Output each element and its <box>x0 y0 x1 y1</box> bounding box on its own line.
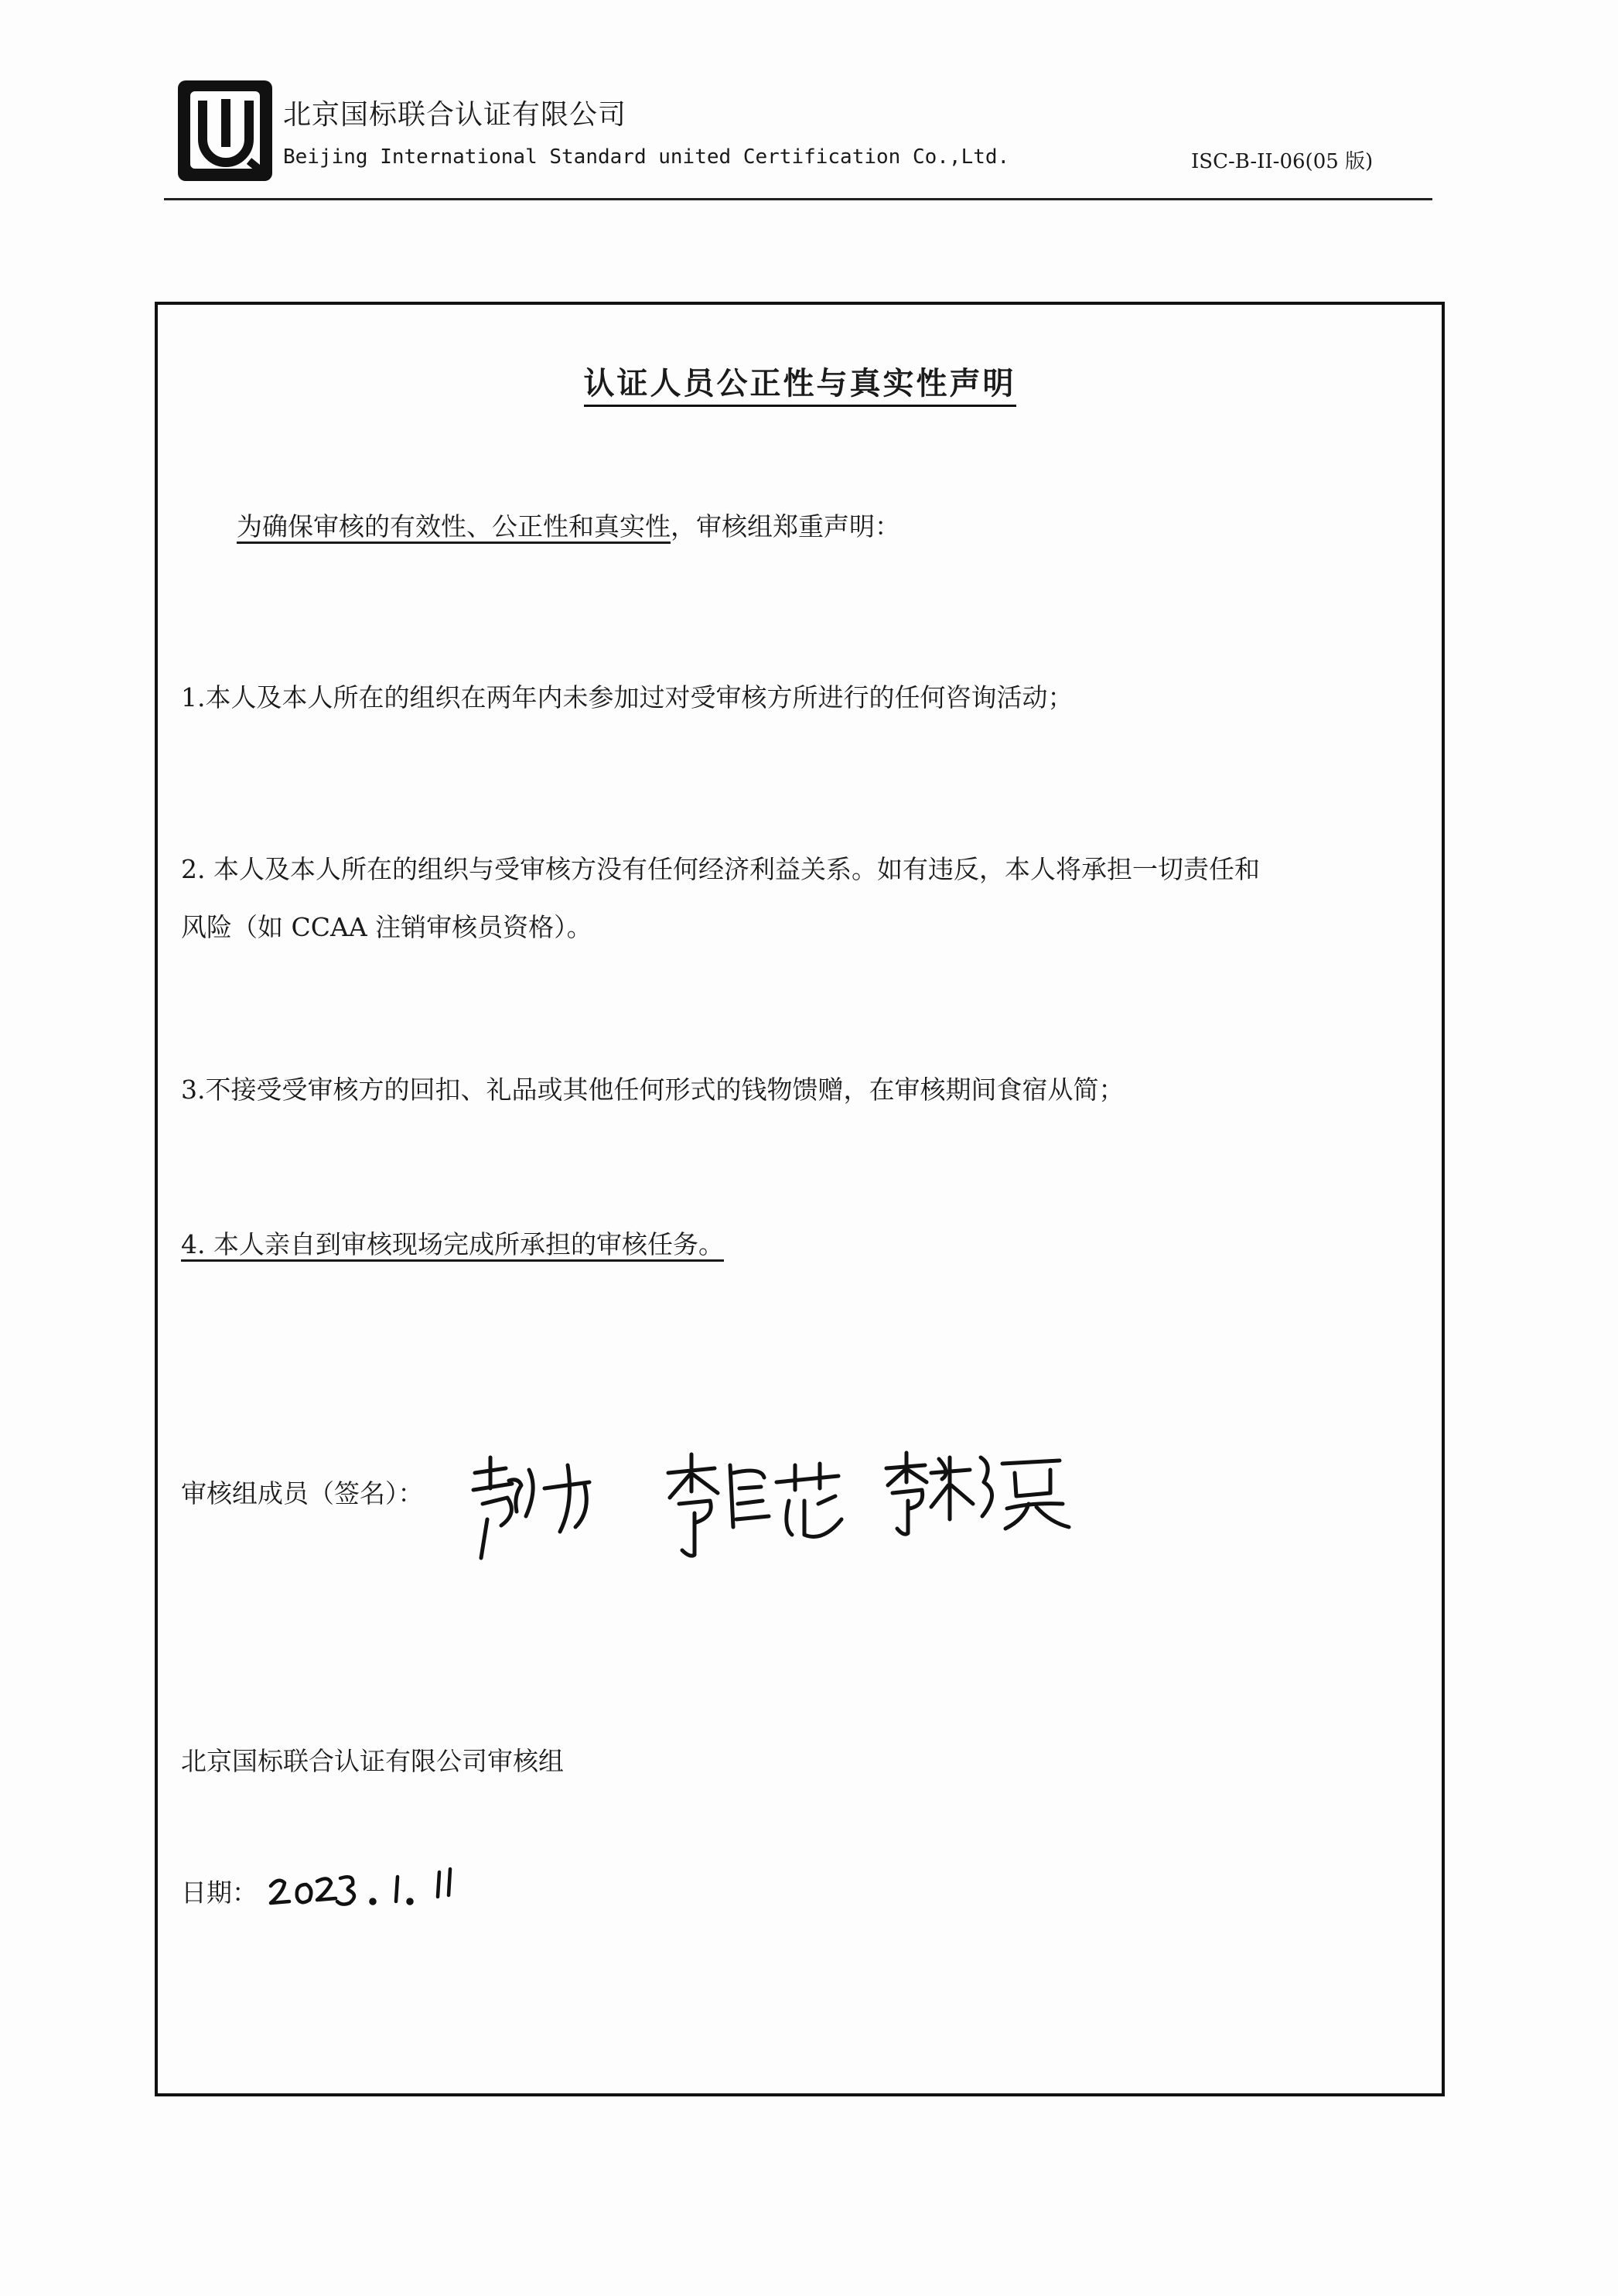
clause-4: 4. 本人亲自到审核现场完成所承担的审核任务。 <box>181 1229 724 1259</box>
auditing-group-name: 北京国标联合认证有限公司审核组 <box>181 1746 564 1776</box>
form-title: 认证人员公正性与真实性声明 <box>158 359 1442 403</box>
clause-3: 3.不接受受审核方的回扣、礼品或其他任何形式的钱物馈赠，在审核期间食宿从简； <box>181 1075 1125 1105</box>
company-logo-icon <box>175 77 275 184</box>
declaration-form <box>155 302 1445 2096</box>
intro-statement <box>237 500 900 554</box>
company-name-en: Beijing International Standard united Certification Co.,Ltd. <box>283 145 1010 169</box>
document-code: ISC-B-II-06(05 版) <box>1191 150 1374 173</box>
handwritten-signature-3 <box>877 1442 1078 1543</box>
handwritten-date <box>266 1858 467 1920</box>
signature-label: 审核组成员（签名）： <box>181 1478 424 1508</box>
header-divider <box>164 198 1432 200</box>
clause-2-line-1: 2. 本人及本人所在的组织与受审核方没有任何经济利益关系。如有违反，本人将承担一切责任和 <box>181 854 1260 884</box>
clause-2-line-2: 风险（如 CCAA 注销审核员资格）。 <box>181 912 592 942</box>
page-header <box>0 0 1618 217</box>
signature-row <box>181 1442 1109 1566</box>
intro-underlined: 为确保审核的有效性、公正性和真实性 <box>237 511 671 542</box>
date-row <box>181 1858 645 1936</box>
date-label: 日期： <box>181 1877 258 1908</box>
clause-1: 1.本人及本人所在的组织在两年内未参加过对受审核方所进行的任何咨询活动； <box>181 682 1074 712</box>
handwritten-signature-1 <box>452 1442 606 1566</box>
intro-rest: ，审核组郑重声明： <box>671 511 900 542</box>
handwritten-signature-2 <box>653 1442 854 1566</box>
company-name-cn: 北京国标联合认证有限公司 <box>283 99 627 131</box>
